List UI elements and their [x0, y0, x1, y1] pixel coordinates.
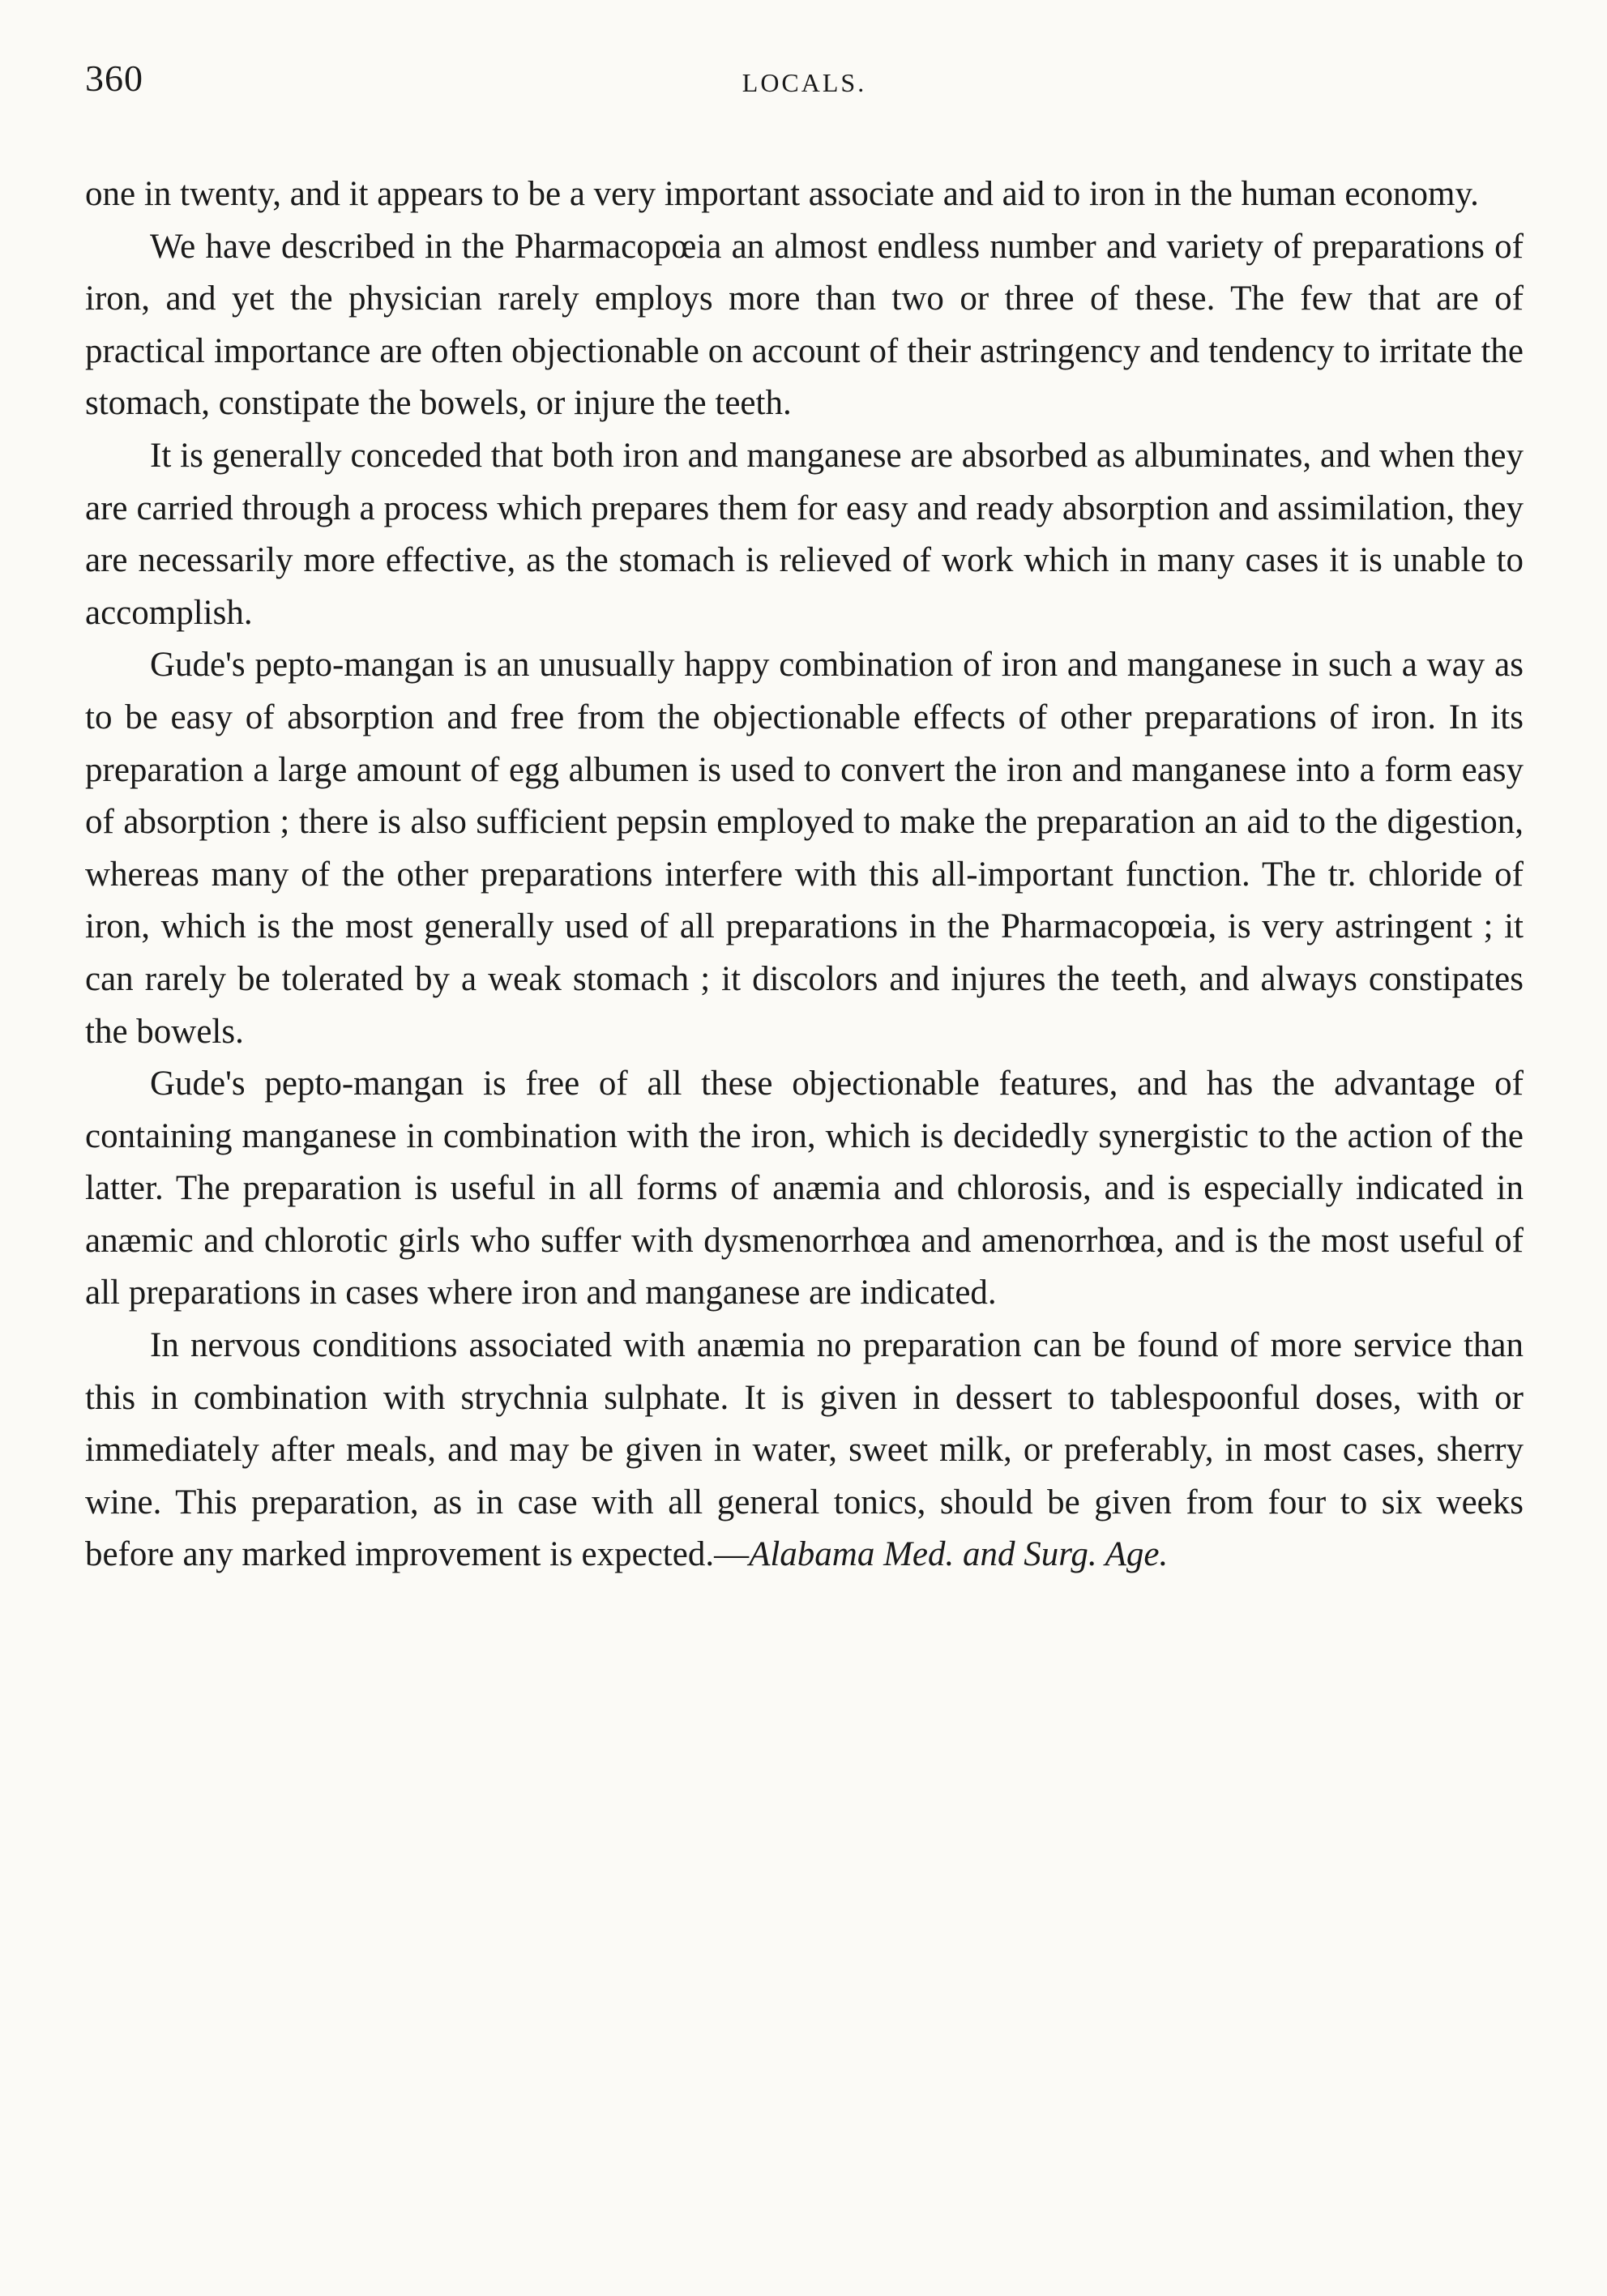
book-page: [85, 57, 1524, 1581]
paragraph-6-text: In nervous conditions associated with anæmia no preparation can be found of more service than this in combination with strychnia sulphate. It is given in dessert to tablespoonful doses, with or immediately after meals, and may be given in water, sweet milk, or preferably, in most cases, sherry wine. This preparation, as in case with all general tonics, should be given from four to six weeks before any marked improvement is expected.—: [85, 1326, 1524, 1574]
paragraph-6: [85, 1320, 1524, 1581]
paragraph-5: Gude's pepto-mangan is free of all these objectionable features, and has the advantage of containing manganese in combination with the iron, which is decidedly synergistic to the action of the latter. The preparation is useful in all forms of anæmia and chlorosis, and is especially indicated in anæmic and chlorotic girls who suffer with dysmenorrhœa and amenorrhœa, and is the most useful of all preparations in cases where iron and manganese are indicated.: [85, 1065, 1524, 1312]
paragraph-2: We have described in the Pharmacopœia an almost endless number and variety of preparations of iron, and yet the physician rarely employs more than two or three of these. The few that are of practical importance are often objectionable on account of their astringency and tendency to irritate the stomach, constipate the bowels, or injure the teeth.: [85, 227, 1524, 423]
paragraph-4: Gude's pepto-mangan is an unusually happy combination of iron and manganese in such a way as to be easy of absorption and free from the objectionable effects of other preparations of iron. In its preparation a large amount of egg albumen is used to convert the iron and manganese into a form easy of absorption ; there is also sufficient pepsin employed to make the preparation an aid to the digestion, whereas many of the other preparations interfere with this all-important function. The tr. chloride of iron, which is the most generally used of all preparations in the Pharmacopœia, is very astringent ; it can rarely be tolerated by a weak stomach ; it discolors and injures the teeth, and always constipates the bowels.: [85, 646, 1524, 1051]
running-head: LOCALS.: [742, 68, 867, 97]
article-body: [85, 169, 1524, 1581]
paragraph-1: one in twenty, and it appears to be a very important associate and aid to iron in the human economy.: [85, 175, 1479, 213]
page-number: 360: [85, 58, 143, 99]
paragraph-3: It is generally conceded that both iron and manganese are absorbed as albuminates, and when they are carried through a process which prepares them for easy and ready absorption and assimilation, they are necessarily more effective, as the stomach is relieved of work which in many cases it is unable to accomplish.: [85, 436, 1524, 632]
page-header: [85, 57, 1524, 113]
source-citation: Alabama Med. and Surg. Age.: [749, 1535, 1169, 1574]
